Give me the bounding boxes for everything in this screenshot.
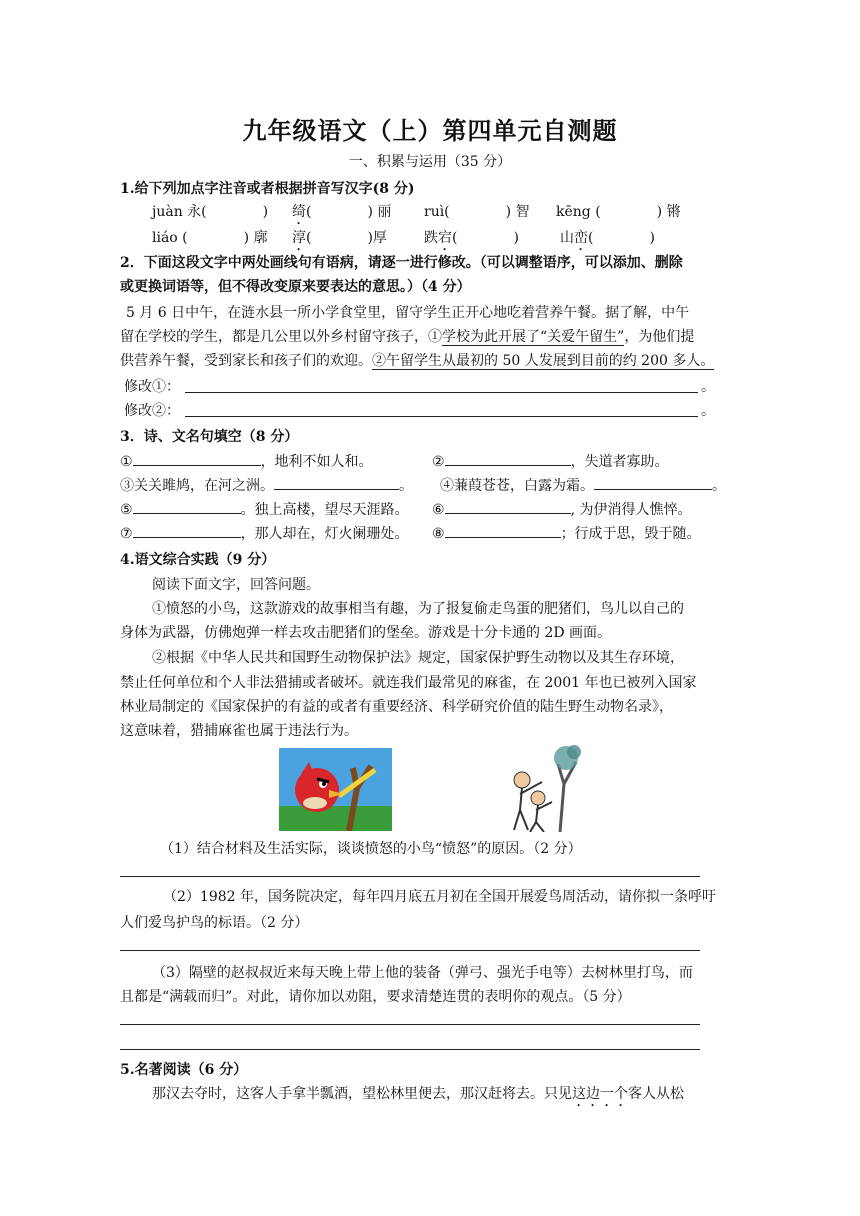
q3-blank-6[interactable] [445, 499, 571, 514]
q2-passage-line3: 供营养午餐，受到家长和孩子们的欢迎。②午留学生从最初的 50 人发展到目前的约 200 多人。 [120, 353, 715, 369]
q1-row1-item2: 绮( ) 丽 [292, 204, 392, 220]
q1-row2-item1: liáo ( ) 廓 [152, 230, 268, 246]
q1-row2-item2: 淳( )厚 [292, 230, 387, 246]
q4-sub3-line2: 且都是“满载而归”。对此，请你加以劝阻，要求清楚连贯的表明你的观点。（5 分） [120, 989, 631, 1005]
q3-blank-3[interactable] [274, 475, 399, 490]
q3-item1: ① ，地利不如人和。 [120, 451, 373, 471]
q4-intro: 阅读下面文字，回答问题。 [152, 577, 320, 593]
q4-sub2-answer-line[interactable] [120, 950, 700, 951]
q1-row1-item1: juàn 永( ) [152, 204, 269, 220]
q4-passage2-line3: 林业局制定的《国家保护的有益的或者有重要经济、科学研究价值的陆生野生动物名录》， [120, 699, 673, 715]
q2-fix1-label: 修改①： [124, 379, 180, 395]
q4-passage1-line2: 身体为武器，仿佛炮弹一样去攻击肥猪们的堡垒。游戏是十分卡通的 2D 画面。 [120, 625, 612, 641]
q2-fix1-period: 。 [701, 379, 715, 395]
q3-item5: ⑤ 。独上高楼，望尽天涯路。 [120, 499, 409, 519]
q3-item7: ⑦ ，那人却在，灯火阑珊处。 [120, 523, 409, 543]
q4-sub1: （1）结合材料及生活实际，谈谈愤怒的小鸟“愤怒”的原因。（2 分） [160, 841, 582, 857]
q3-heading: 3．诗、文名句填空（8 分） [120, 429, 299, 445]
slingshot-cartoon-image [502, 744, 584, 832]
q3-item4: ④蒹葭苍苍，白露为霜。 。 [440, 475, 726, 495]
q3-blank-8[interactable] [445, 523, 561, 538]
q3-item2: ② ，失道者寡助。 [432, 451, 669, 471]
angry-bird-image [279, 748, 392, 831]
q1-row1-item3: ruì( ) 智 [424, 204, 530, 220]
q2-fix2-label: 修改②： [124, 403, 180, 419]
q3-blank-4[interactable] [594, 475, 712, 490]
q5-heading: 5.名著阅读（6 分） [120, 1062, 248, 1078]
q1-row2-item4: 山峦( ) [560, 230, 655, 246]
q3-item8: ⑧ ；行成于思，毁于随。 [432, 523, 701, 543]
q4-sub3-answer-line-2[interactable] [120, 1049, 700, 1050]
q4-sub3-line1: （3）隔壁的赵叔叔近来每天晚上带上他的装备（弹弓、强光手电等）去树林里打鸟，而 [152, 965, 693, 981]
q2-passage-line1: 5 月 6 日中午，在涟水县一所小学食堂里，留守学生正开心地吃着营养午餐。据了解，中午 [126, 305, 690, 321]
page-title: 九年级语文（上）第四单元自测题 [242, 116, 618, 145]
q3-blank-2[interactable] [445, 451, 571, 466]
q1-row1-item4: kēng ( ) 锵 [556, 204, 681, 220]
q4-passage2-line2: 禁止任何单位和个人非法猎捕或者破坏。就连我们最常见的麻雀，在 2001 年也已被列入国家 [120, 675, 697, 691]
q4-sub1-answer-line[interactable] [120, 876, 700, 877]
q1-row2-item3: 跌宕( ) [424, 230, 519, 246]
q4-passage2-line4: 这意味着，猎捕麻雀也属于违法行为。 [120, 723, 358, 739]
q2-passage-line2: 留在学校的学生，都是几公里以外乡村留守孩子，①学校为此开展了“关爱午留生”，为他们提 [120, 329, 695, 345]
q3-item6: ⑥ , 为伊消得人憔悴。 [432, 499, 691, 519]
q2-underlined-sentence-2: ②午留学生从最初的 50 人发展到目前的约 200 多人。 [372, 353, 715, 369]
q2-underlined-sentence-1: 学校为此开展了“关爱午留生” [442, 329, 625, 345]
q2-fix2-period: 。 [701, 403, 715, 419]
q4-passage2-line1: ②根据《中华人民共和国野生动物保护法》规定，国家保护野生动物以及其生存环境， [152, 650, 684, 666]
q4-sub2-line1: （2）1982 年，国务院决定，每年四月底五月初在全国开展爱鸟周活动，请你拟一条呼吁 [163, 889, 716, 905]
q3-blank-5[interactable] [133, 499, 241, 514]
q3-blank-7[interactable] [133, 523, 241, 538]
q4-sub2-line2: 人们爱鸟护鸟的标语。（2 分） [120, 915, 309, 931]
section-heading-1: 一、积累与运用（35 分） [348, 154, 512, 170]
q3-item3: ③关关雎鸠，在河之洲。 。 [120, 475, 413, 495]
q3-blank-1[interactable] [133, 451, 261, 466]
q1-heading: 1.给下列加点字注音或者根据拼音写汉字(8 分) [120, 181, 415, 197]
q2-heading-line1: 2．下面这段文字中两处画线句有语病，请逐一进行修改。（可以调整语序，可以添加、删除 [120, 255, 683, 271]
q4-heading: 4.语文综合实践（9 分） [120, 552, 276, 568]
q2-fix2-answer-line[interactable] [185, 416, 698, 417]
q2-heading-line2: 或更换词语等，但不得改变原来要表达的意思。）（4 分） [120, 279, 471, 295]
q2-fix1-answer-line[interactable] [185, 392, 698, 393]
q5-passage-line1: 那汉去夺时，这客人手拿半瓢酒，望松林里便去，那汉赶将去。只见这边一个客人从松 [152, 1086, 684, 1102]
q4-sub3-answer-line-1[interactable] [120, 1024, 700, 1025]
q4-passage1-line1: ①愤怒的小鸟，这款游戏的故事相当有趣，为了报复偷走鸟蛋的肥猪们，鸟儿以自己的 [152, 601, 684, 617]
